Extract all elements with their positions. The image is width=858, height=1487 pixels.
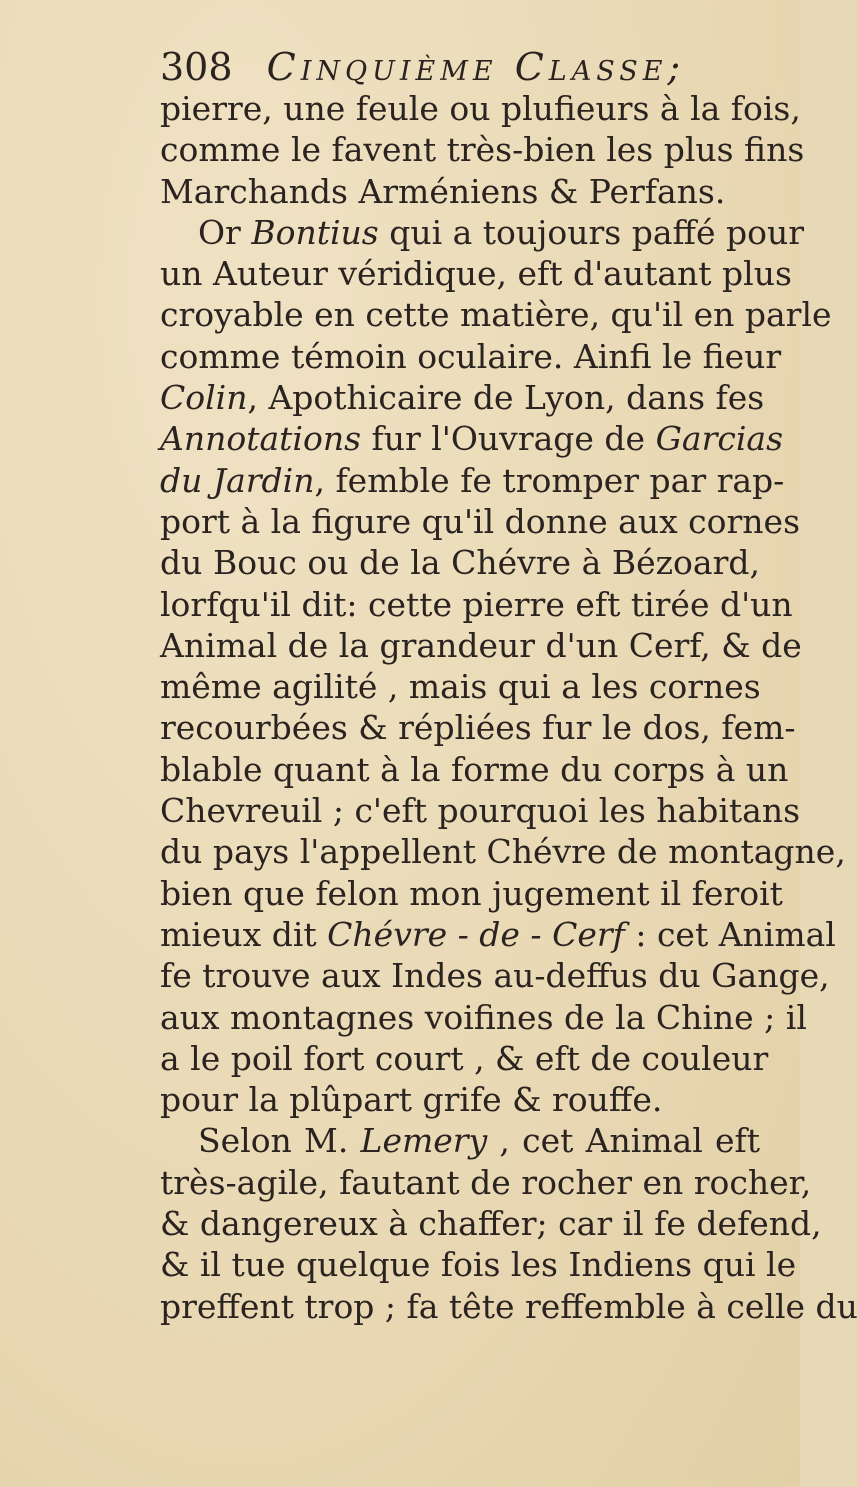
- text-line: [160, 914, 836, 955]
- text-segment: Or: [198, 212, 252, 252]
- text-line: [160, 171, 760, 212]
- text-line: [160, 997, 807, 1038]
- text-segment: Marchands Arméniens & Perfans.: [160, 171, 726, 211]
- text-segment: lorfqu'il dit: cette pierre eft tirée d'un: [160, 584, 793, 624]
- text-segment: qui a toujours paffé pour: [378, 212, 805, 252]
- text-segment: & dangereux à chaffer; car il fe defend,: [160, 1204, 822, 1244]
- text-line: [160, 749, 789, 790]
- text-line: [160, 1286, 858, 1327]
- text-line: [160, 88, 801, 129]
- text-line: [160, 666, 760, 707]
- text-segment: , cet Animal eft: [487, 1121, 760, 1161]
- text-segment: & il tue quelque fois les Indiens qui le: [160, 1245, 797, 1285]
- running-title: Cinquième Classe;: [266, 45, 686, 89]
- text-segment: comme le favent très-bien les plus fins: [160, 130, 805, 170]
- text-line: [160, 1162, 812, 1203]
- text-segment: comme témoin oculaire. Ainfi le fieur: [160, 336, 782, 376]
- text-segment: Selon M.: [198, 1121, 361, 1161]
- italic-text: Colin: [160, 378, 248, 418]
- text-line: [160, 1244, 797, 1285]
- text-line: [160, 460, 785, 501]
- text-line: [160, 790, 801, 831]
- italic-text: Bontius: [251, 212, 379, 252]
- italic-text: Garcias: [655, 419, 784, 459]
- text-line: [160, 336, 782, 377]
- text-line: [160, 377, 765, 418]
- text-line: [160, 501, 801, 542]
- text-segment: a le poil fort court , & eft de couleur: [160, 1038, 769, 1078]
- text-segment: recourbées & répliées fur le dos, fem-: [160, 708, 796, 748]
- running-header: [160, 42, 760, 92]
- text-line: [160, 831, 846, 872]
- text-segment: blable quant à la forme du corps à un: [160, 749, 789, 789]
- text-segment: : cet Animal: [624, 914, 836, 954]
- text-line: [160, 253, 792, 294]
- text-segment: pour la plûpart grife & rouffe.: [160, 1080, 663, 1120]
- text-segment: aux montagnes voifines de la Chine ; il: [160, 997, 807, 1037]
- text-line: [160, 625, 802, 666]
- text-line: [160, 1079, 760, 1120]
- text-line: [160, 1203, 822, 1244]
- text-segment: mieux dit: [160, 914, 328, 954]
- text-segment: , Apothicaire de Lyon, dans fes: [247, 378, 765, 418]
- text-segment: du Bouc ou de la Chévre à Bézoard,: [160, 543, 760, 583]
- italic-text: Lemery: [360, 1121, 488, 1161]
- text-segment: du pays l'appellent Chévre de montagne,: [160, 832, 846, 872]
- text-line: [160, 955, 830, 996]
- text-segment: Animal de la grandeur d'un Cerf, & de: [160, 625, 802, 665]
- page-number: 308: [160, 45, 233, 89]
- text-segment: , femble fe tromper par rap-: [314, 460, 785, 500]
- text-segment: un Auteur véridique, eft d'autant plus: [160, 254, 792, 294]
- text-segment: preffent trop ; fa tête reffemble à celle du: [160, 1286, 858, 1326]
- text-line: [160, 707, 796, 748]
- text-segment: fur l'Ouvrage de: [361, 419, 656, 459]
- text-line: [160, 129, 805, 170]
- text-line: [160, 584, 793, 625]
- text-line: [160, 294, 832, 335]
- text-segment: croyable en cette matière, qu'il en parle: [160, 295, 832, 335]
- text-line: [160, 873, 783, 914]
- text-segment: bien que felon mon jugement il feroit: [160, 873, 783, 913]
- italic-text: Annotations: [160, 419, 362, 459]
- text-line: [160, 1120, 760, 1161]
- text-segment: très-agile, fautant de rocher en rocher,: [160, 1162, 812, 1202]
- text-segment: Chevreuil ; c'eft pourquoi les habitans: [160, 791, 801, 831]
- text-segment: fe trouve aux Indes au-deffus du Gange,: [160, 956, 830, 996]
- italic-text: Chévre - de - Cerf: [327, 914, 625, 954]
- text-segment: même agilité , mais qui a les cornes: [160, 667, 761, 707]
- text-segment: pierre, une feule ou plufieurs à la fois,: [160, 89, 801, 128]
- body-text: [160, 88, 858, 1327]
- italic-text: du Jardin: [160, 460, 315, 500]
- text-line: [160, 542, 760, 583]
- text-line: [160, 212, 805, 253]
- text-line: [160, 1038, 769, 1079]
- text-segment: port à la figure qu'il donne aux cornes: [160, 501, 801, 541]
- text-line: [160, 418, 784, 459]
